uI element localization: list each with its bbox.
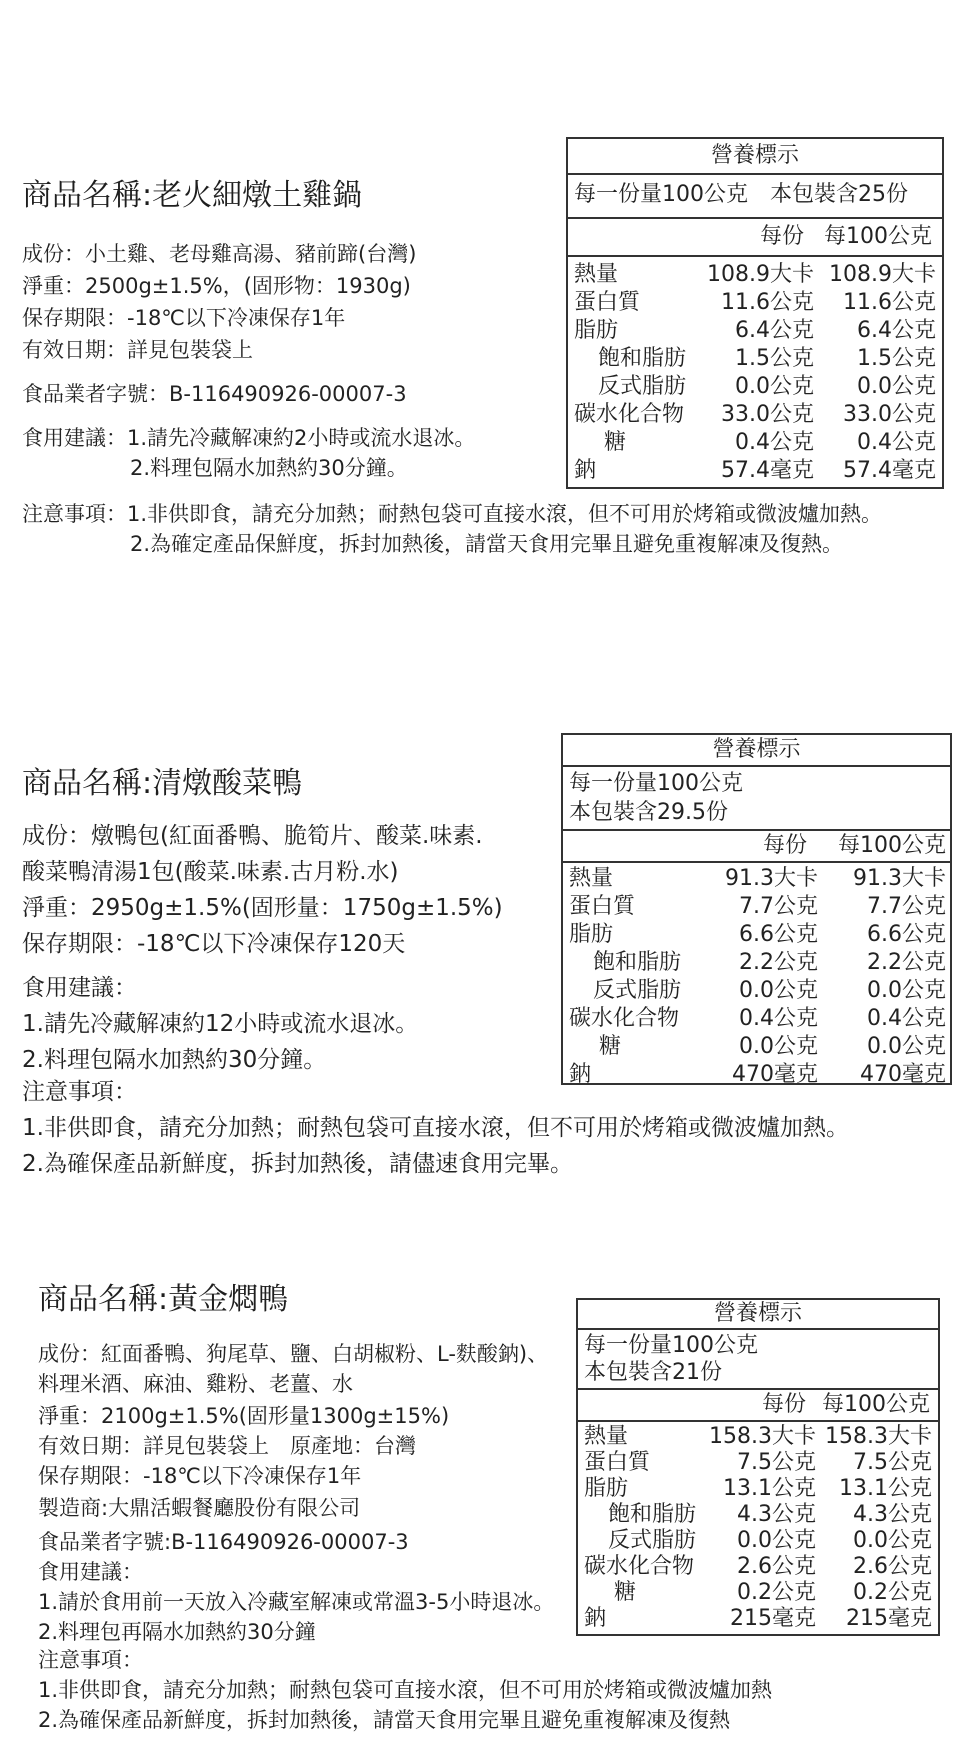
nutrient-per-100g: 0.0公克 xyxy=(867,978,946,1003)
product-3-usage-2: 2.料理包再隔水加熱約30分鐘 xyxy=(38,1620,316,1644)
serving-info xyxy=(578,1330,938,1390)
product-1-net-weight: 淨重：2500g±1.5%，(固形物：1930g) xyxy=(22,274,411,298)
product-1-notice-2: 2.為確定產品保鮮度，拆封加熱後，請當天食用完畢且避免重複解凍及復熱。 xyxy=(130,532,844,556)
nutrition-row xyxy=(578,1502,938,1528)
col-per-100g: 每100公克 xyxy=(838,833,946,858)
nutrient-per-100g: 11.6公克 xyxy=(843,290,936,315)
nutrient-name: 碳水化合物 xyxy=(574,402,685,427)
product-2-ingredients-2: 酸菜鴨清湯1包(酸菜.味素.古月粉.水) xyxy=(22,859,399,885)
nutrient-per-serving: 2.2公克 xyxy=(739,950,818,975)
nutrition-rows xyxy=(568,257,942,485)
nutrient-per-serving: 470毫克 xyxy=(732,1062,818,1087)
nutrient-per-100g: 57.4毫克 xyxy=(843,458,936,483)
nutrient-per-serving: 91.3大卡 xyxy=(725,866,818,891)
nutrition-row xyxy=(568,373,942,401)
product-1-expiry: 有效日期：詳見包裝袋上 xyxy=(22,338,253,362)
nutrition-row xyxy=(578,1580,938,1606)
product-3-manufacturer: 製造商:大鼎活蝦餐廳股份有限公司 xyxy=(38,1496,361,1520)
nutrient-name: 熱量 xyxy=(569,866,614,891)
product-1-license: 食品業者字號：B-116490926-00007-3 xyxy=(22,382,407,406)
product-2-title: 商品名稱:清燉酸菜鴨 xyxy=(22,766,303,801)
nutrient-per-serving: 215毫克 xyxy=(730,1606,816,1631)
nutrient-per-100g: 6.6公克 xyxy=(867,922,946,947)
nutrient-per-100g: 2.6公克 xyxy=(853,1554,932,1579)
nutrition-row xyxy=(578,1424,938,1450)
product-2-shelf-life: 保存期限：-18℃以下冷凍保存120天 xyxy=(22,931,406,957)
product-3-notice-1: 1.非供即食，請充分加熱；耐熱包袋可直接水滾，但不可用於烤箱或微波爐加熱 xyxy=(38,1678,773,1702)
nutrient-per-100g: 33.0公克 xyxy=(843,402,936,427)
product-3-expiry-origin: 有效日期：詳見包裝袋上 原產地：台灣 xyxy=(38,1434,416,1458)
product-2-notice-2: 2.為確保產品新鮮度，拆封加熱後，請儘速食用完畢。 xyxy=(22,1151,573,1177)
nutrient-per-serving: 1.5公克 xyxy=(735,346,814,371)
product-1-nutrition-panel xyxy=(566,137,944,489)
nutrition-column-header xyxy=(568,219,942,257)
product-1-ingredients: 成份：小土雞、老母雞高湯、豬前蹄(台灣) xyxy=(22,242,417,266)
product-2-notice-1: 1.非供即食，請充分加熱；耐熱包袋可直接水滾，但不可用於烤箱或微波爐加熱。 xyxy=(22,1115,849,1141)
nutrition-row xyxy=(568,429,942,457)
nutrient-per-100g: 2.2公克 xyxy=(867,950,946,975)
serving-line: 本包裝含21份 xyxy=(584,1360,722,1385)
nutrition-row xyxy=(563,865,950,893)
nutrient-per-serving: 158.3大卡 xyxy=(709,1424,816,1449)
nutrient-per-serving: 108.9大卡 xyxy=(707,262,814,287)
nutrient-name: 蛋白質 xyxy=(569,894,636,919)
nutrition-row xyxy=(578,1476,938,1502)
nutrient-per-100g: 13.1公克 xyxy=(839,1476,932,1501)
nutrient-name: 蛋白質 xyxy=(574,290,641,315)
product-2-usage-title: 食用建議： xyxy=(22,975,137,1001)
nutrient-name: 碳水化合物 xyxy=(569,1006,680,1031)
nutrient-name: 蛋白質 xyxy=(584,1450,651,1475)
nutrition-row xyxy=(563,949,950,977)
product-2-ingredients-1: 成份：燉鴨包(紅面番鴨、脆筍片、酸菜.味素. xyxy=(22,823,483,849)
nutrient-per-serving: 0.0公克 xyxy=(739,978,818,1003)
nutrient-per-serving: 13.1公克 xyxy=(723,1476,816,1501)
product-3-notice-2: 2.為確保產品新鮮度，拆封加熱後，請當天食用完畢且避免重複解凍及復熱 xyxy=(38,1708,731,1732)
nutrient-per-serving: 6.6公克 xyxy=(739,922,818,947)
product-2-notice-title: 注意事項： xyxy=(22,1079,137,1105)
nutrient-name: 糖 xyxy=(614,1580,637,1605)
product-3-usage-title: 食用建議： xyxy=(38,1560,143,1584)
nutrient-per-serving: 7.5公克 xyxy=(737,1450,816,1475)
product-3-license: 食品業者字號:B-116490926-00007-3 xyxy=(38,1530,409,1554)
nutrient-per-100g: 7.7公克 xyxy=(867,894,946,919)
nutrient-per-100g: 7.5公克 xyxy=(853,1450,932,1475)
nutrition-row xyxy=(568,317,942,345)
nutrient-name: 熱量 xyxy=(584,1424,629,1449)
nutrient-per-serving: 57.4毫克 xyxy=(721,458,814,483)
nutrient-name: 反式脂肪 xyxy=(608,1528,697,1553)
nutrient-per-100g: 0.2公克 xyxy=(853,1580,932,1605)
col-per-100g: 每100公克 xyxy=(822,1392,930,1417)
nutrition-row xyxy=(563,893,950,921)
serving-line: 每一份量100公克 本包裝含25份 xyxy=(574,182,908,207)
nutrient-name: 反式脂肪 xyxy=(598,374,687,399)
nutrient-per-serving: 7.7公克 xyxy=(739,894,818,919)
product-2-net-weight: 淨重：2950g±1.5%(固形量：1750g±1.5%) xyxy=(22,895,503,921)
product-3-notice-title: 注意事項： xyxy=(38,1648,143,1672)
nutrient-name: 鈉 xyxy=(584,1606,607,1631)
nutrient-per-100g: 91.3大卡 xyxy=(853,866,946,891)
nutrition-rows xyxy=(563,863,950,1089)
nutrient-name: 飽和脂肪 xyxy=(593,950,682,975)
nutrient-per-serving: 2.6公克 xyxy=(737,1554,816,1579)
nutrition-title: 營養標示 xyxy=(578,1300,938,1330)
product-1-shelf-life: 保存期限：-18℃以下冷凍保存1年 xyxy=(22,306,346,330)
nutrient-name: 脂肪 xyxy=(574,318,619,343)
serving-info xyxy=(563,767,950,831)
product-1-usage-1: 食用建議：1.請先冷藏解凍約2小時或流水退冰。 xyxy=(22,426,476,450)
nutrient-per-100g: 470毫克 xyxy=(860,1062,946,1087)
nutrition-row xyxy=(578,1606,938,1632)
nutrition-row xyxy=(563,1005,950,1033)
nutrient-per-100g: 0.0公克 xyxy=(853,1528,932,1553)
nutrition-column-header xyxy=(563,831,950,863)
serving-line: 每一份量100公克 xyxy=(569,771,743,796)
product-1-usage-2: 2.料理包隔水加熱約30分鐘。 xyxy=(130,456,408,480)
nutrient-per-100g: 6.4公克 xyxy=(857,318,936,343)
nutrition-row xyxy=(563,921,950,949)
nutrition-row xyxy=(563,977,950,1005)
nutrition-title: 營養標示 xyxy=(568,139,942,175)
nutrition-row xyxy=(578,1528,938,1554)
nutrient-per-100g: 0.4公克 xyxy=(867,1006,946,1031)
nutrition-row xyxy=(568,457,942,485)
nutrient-name: 脂肪 xyxy=(584,1476,629,1501)
nutrition-row xyxy=(563,1061,950,1089)
product-3-ingredients-2: 料理米酒、麻油、雞粉、老薑、水 xyxy=(38,1372,353,1396)
product-3-usage-1: 1.請於食用前一天放入冷藏室解凍或常溫3-5小時退冰。 xyxy=(38,1590,555,1614)
nutrient-per-serving: 0.2公克 xyxy=(737,1580,816,1605)
nutrient-per-100g: 215毫克 xyxy=(846,1606,932,1631)
nutrient-per-serving: 6.4公克 xyxy=(735,318,814,343)
nutrient-name: 反式脂肪 xyxy=(593,978,682,1003)
nutrient-name: 碳水化合物 xyxy=(584,1554,695,1579)
col-per-serving: 每份 xyxy=(763,833,808,858)
product-3-nutrition-panel xyxy=(576,1298,940,1636)
nutrition-rows xyxy=(578,1422,938,1632)
nutrient-per-serving: 33.0公克 xyxy=(721,402,814,427)
product-3-title: 商品名稱:黃金燜鴨 xyxy=(38,1282,289,1317)
product-1-title: 商品名稱:老火細燉土雞鍋 xyxy=(22,178,363,213)
nutrient-name: 鈉 xyxy=(574,458,597,483)
nutrition-row xyxy=(568,289,942,317)
nutrient-name: 糖 xyxy=(604,430,627,455)
nutrient-per-100g: 1.5公克 xyxy=(857,346,936,371)
nutrition-row xyxy=(563,1033,950,1061)
nutrition-title: 營養標示 xyxy=(563,735,950,767)
nutrient-per-serving: 0.0公克 xyxy=(739,1034,818,1059)
serving-line: 每一份量100公克 xyxy=(584,1333,758,1358)
nutrition-column-header xyxy=(578,1390,938,1422)
nutrient-per-serving: 0.4公克 xyxy=(739,1006,818,1031)
nutrient-per-100g: 0.4公克 xyxy=(857,430,936,455)
product-2-nutrition-panel xyxy=(561,733,952,1085)
nutrient-per-serving: 11.6公克 xyxy=(721,290,814,315)
nutrient-per-100g: 4.3公克 xyxy=(853,1502,932,1527)
nutrient-per-serving: 0.4公克 xyxy=(735,430,814,455)
nutrient-name: 飽和脂肪 xyxy=(598,346,687,371)
product-1-notice-1: 注意事項：1.非供即食，請充分加熱；耐熱包袋可直接水滾，但不可用於烤箱或微波爐加熱。 xyxy=(22,502,883,526)
nutrient-per-serving: 0.0公克 xyxy=(735,374,814,399)
serving-info xyxy=(568,175,942,219)
serving-line: 本包裝含29.5份 xyxy=(569,800,728,825)
nutrient-per-100g: 108.9大卡 xyxy=(829,262,936,287)
nutrition-row xyxy=(578,1450,938,1476)
nutrient-name: 鈉 xyxy=(569,1062,592,1087)
nutrient-name: 熱量 xyxy=(574,262,619,287)
nutrient-per-serving: 0.0公克 xyxy=(737,1528,816,1553)
product-3-ingredients-1: 成份：紅面番鴨、狗尾草、鹽、白胡椒粉、L-麩酸鈉)、 xyxy=(38,1342,549,1366)
nutrient-name: 脂肪 xyxy=(569,922,614,947)
product-3-net-weight: 淨重：2100g±1.5%(固形量1300g±15%) xyxy=(38,1404,450,1428)
product-3-shelf-life: 保存期限：-18℃以下冷凍保存1年 xyxy=(38,1464,362,1488)
nutrient-per-100g: 0.0公克 xyxy=(867,1034,946,1059)
nutrient-per-100g: 158.3大卡 xyxy=(825,1424,932,1449)
product-2-usage-1: 1.請先冷藏解凍約12小時或流水退冰。 xyxy=(22,1011,419,1037)
nutrition-row xyxy=(578,1554,938,1580)
nutrient-per-100g: 0.0公克 xyxy=(857,374,936,399)
nutrition-row xyxy=(568,261,942,289)
nutrient-name: 糖 xyxy=(599,1034,622,1059)
nutrient-per-serving: 4.3公克 xyxy=(737,1502,816,1527)
nutrient-name: 飽和脂肪 xyxy=(608,1502,697,1527)
col-per-serving: 每份 xyxy=(762,1392,807,1417)
col-per-serving: 每份 xyxy=(760,224,805,249)
nutrition-row xyxy=(568,345,942,373)
col-per-100g: 每100公克 xyxy=(824,224,932,249)
nutrition-row xyxy=(568,401,942,429)
product-2-usage-2: 2.料理包隔水加熱約30分鐘。 xyxy=(22,1047,327,1073)
